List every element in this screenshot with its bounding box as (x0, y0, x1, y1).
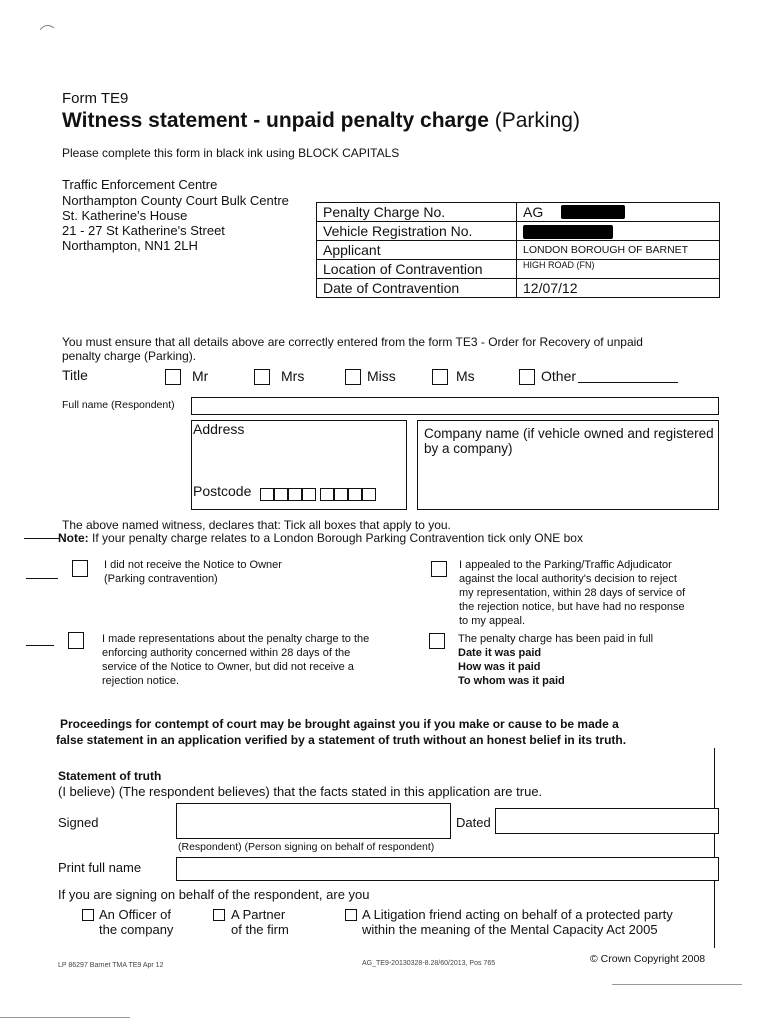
option-appealed-line-3: my representation, within 28 days of service of (459, 587, 686, 599)
form-number: Form TE9 (62, 90, 129, 107)
address-line-4: 21 - 27 St Katherine's Street (62, 223, 225, 238)
option-no-notice-line-1: I did not receive the Notice to Owner (104, 559, 282, 571)
postcode-char-box[interactable] (362, 488, 376, 501)
table-row (317, 260, 720, 279)
partner-label-1: A Partner (231, 907, 286, 922)
redaction-bar (561, 205, 625, 219)
option-paid-how-label: How was it paid (458, 661, 541, 673)
address-label: Address (193, 421, 245, 437)
date-value[interactable]: 12/07/12 (517, 279, 720, 298)
warning-line-2: false statement in an application verified by a statement of truth without an honest belief in its truth. (56, 733, 627, 747)
title-mr-checkbox[interactable] (165, 369, 181, 385)
title-mrs-checkbox[interactable] (254, 369, 270, 385)
title-miss-label: Miss (367, 368, 396, 384)
option-appealed-line-2: against the local authority's decision to reject (459, 573, 677, 585)
scan-reference: AG_TE9-20130328-8.28/60/2013, Pos 765 (362, 960, 496, 967)
postcode-char-box[interactable] (274, 488, 288, 501)
company-name-label-1: Company name (if vehicle owned and registered (424, 426, 714, 441)
option-paid-date-label: Date it was paid (458, 647, 542, 659)
location-label: Location of Contravention (317, 260, 517, 279)
table-row (317, 241, 720, 260)
option-no-notice-checkbox[interactable] (72, 560, 88, 577)
postcode-boxes[interactable] (260, 488, 376, 506)
margin-rule (24, 538, 60, 539)
address-line-2: Northampton County Court Bulk Centre (62, 193, 289, 208)
margin-rule (26, 645, 54, 646)
form-title-main: Witness statement - unpaid penalty charge (62, 109, 489, 132)
option-paid-checkbox[interactable] (429, 633, 445, 649)
full-name-field[interactable] (191, 397, 719, 415)
ensure-text-line-1: You must ensure that all details above are correctly entered from the form TE3 - Order for Recovery of unpaid (62, 335, 643, 349)
officer-checkbox[interactable] (82, 909, 94, 921)
title-ms-label: Ms (456, 368, 475, 384)
title-ms-checkbox[interactable] (432, 369, 448, 385)
address-line-1: Traffic Enforcement Centre (62, 177, 218, 192)
litigation-friend-label-2: within the meaning of the Mental Capacity Act 2005 (362, 922, 658, 937)
applicant-value[interactable]: LONDON BOROUGH OF BARNET (517, 241, 720, 260)
vehicle-registration-value[interactable] (517, 222, 720, 241)
date-label: Date of Contravention (317, 279, 517, 298)
behalf-question: If you are signing on behalf of the respondent, are you (58, 887, 370, 902)
table-row (317, 203, 720, 222)
penalty-charge-label: Penalty Charge No. (317, 203, 517, 222)
declaration-note (58, 531, 583, 545)
litigation-friend-label-1: A Litigation friend acting on behalf of a protected party (362, 907, 673, 922)
print-name-field[interactable] (176, 857, 719, 881)
note-text: If your penalty charge relates to a London Borough Parking Contravention tick only ONE box (92, 531, 583, 545)
dated-label: Dated (456, 815, 491, 830)
scan-edge (612, 984, 742, 985)
officer-label-2: the company (99, 922, 174, 937)
litigation-friend-checkbox[interactable] (345, 909, 357, 921)
option-representations-line-3: service of the Notice to Owner, but did not receive a (102, 661, 354, 673)
option-no-notice-line-2: (Parking contravention) (104, 573, 218, 585)
signer-caption: (Respondent) (Person signing on behalf of respondent) (178, 841, 435, 853)
title-other-label: Other (541, 368, 577, 384)
penalty-charge-value[interactable] (517, 203, 720, 222)
postcode-char-box[interactable] (260, 488, 274, 501)
signed-label: Signed (58, 815, 99, 830)
print-name-label: Print full name (58, 860, 142, 875)
statement-of-truth-heading: Statement of truth (58, 769, 162, 783)
option-appealed-line-4: the rejection notice, but have had no response (459, 601, 685, 613)
form-title-suffix: (Parking) (494, 109, 580, 132)
applicant-label: Applicant (317, 241, 517, 260)
option-appealed-line-5: to my appeal. (459, 615, 526, 627)
table-row (317, 222, 720, 241)
form-title (62, 109, 580, 133)
postcode-label: Postcode (193, 483, 252, 499)
full-name-label: Full name (Respondent) (62, 399, 175, 411)
option-representations-line-2: enforcing authority concerned within 28 days of the (102, 647, 351, 659)
penalty-charge-prefix: AG (523, 204, 544, 220)
scan-edge (0, 1017, 130, 1018)
block-capitals-instruction: Please complete this form in black ink using BLOCK CAPITALS (62, 146, 400, 160)
ensure-text-line-2: penalty charge (Parking). (62, 349, 197, 363)
note-label: Note: (58, 531, 89, 545)
option-paid-line-1: The penalty charge has been paid in full (458, 633, 654, 645)
postcode-char-box[interactable] (348, 488, 362, 501)
option-representations-checkbox[interactable] (68, 632, 84, 649)
title-mrs-label: Mrs (281, 368, 305, 384)
postcode-char-box[interactable] (288, 488, 302, 501)
redaction-bar (523, 225, 613, 239)
margin-rule (26, 578, 58, 579)
right-margin-rule (714, 748, 715, 948)
option-paid-whom-label: To whom was it paid (458, 675, 565, 687)
penalty-details-table (316, 202, 720, 298)
title-label: Title (62, 367, 88, 383)
location-value[interactable]: HIGH ROAD (FN) (517, 260, 720, 279)
address-line-3: St. Katherine's House (62, 208, 188, 223)
title-other-checkbox[interactable] (519, 369, 535, 385)
signature-field[interactable] (176, 803, 451, 839)
title-mr-label: Mr (192, 368, 209, 384)
vehicle-registration-label: Vehicle Registration No. (317, 222, 517, 241)
postcode-char-box[interactable] (334, 488, 348, 501)
statement-belief: (I believe) (The respondent believes) that the facts stated in this application are true. (58, 784, 543, 799)
warning-line-1: Proceedings for contempt of court may be brought against you if you make or cause to be made a (60, 717, 619, 731)
form-reference: LP 86297 Barnet TMA TE9 Apr 12 (58, 962, 164, 969)
postcode-char-box[interactable] (302, 488, 316, 501)
option-appealed-line-1: I appealed to the Parking/Traffic Adjudicator (459, 559, 672, 571)
date-field[interactable] (495, 808, 719, 834)
scan-mark (38, 20, 58, 34)
table-row (317, 279, 720, 298)
company-name-label-2: by a company) (424, 441, 513, 456)
partner-label-2: of the firm (231, 922, 289, 937)
option-appealed-checkbox[interactable] (431, 561, 447, 577)
partner-checkbox[interactable] (213, 909, 225, 921)
option-representations-line-1: I made representations about the penalty charge to the (102, 633, 370, 645)
option-representations-line-4: rejection notice. (102, 675, 180, 687)
address-line-5: Northampton, NN1 2LH (62, 238, 198, 253)
declaration-intro: The above named witness, declares that: Tick all boxes that apply to you. (62, 518, 451, 532)
postcode-char-box[interactable] (320, 488, 334, 501)
title-miss-checkbox[interactable] (345, 369, 361, 385)
officer-label-1: An Officer of (99, 907, 172, 922)
copyright: © Crown Copyright 2008 (590, 953, 706, 965)
title-other-line[interactable] (578, 382, 678, 383)
